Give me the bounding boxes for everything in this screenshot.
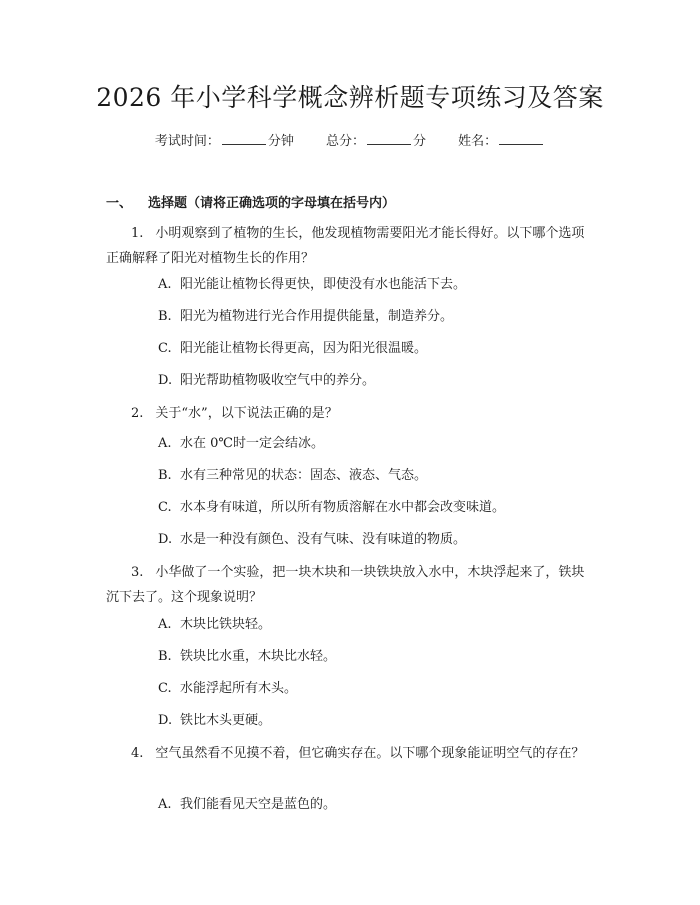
exam-time-field [155,134,294,149]
option-text: 水在 0℃时一定会结冰。 [180,436,324,451]
section-number: 一、 [106,196,133,211]
section-heading [106,192,395,211]
option-letter: B. [158,649,172,664]
option-letter: D. [158,532,173,547]
option-text: 阳光能让植物长得更高，因为阳光很温暖。 [180,341,428,356]
student-name-blank [499,132,543,145]
option-3c [158,680,598,698]
question-3 [106,560,596,610]
option-letter: C. [158,681,172,696]
option-text: 水本身有味道，所以所有物质溶解在水中都会改变味道。 [180,500,506,515]
question-text: 小华做了一个实验，把一块木块和一块铁块放入水中，木块浮起来了，铁块沉下去了。这个现象说明？ [106,565,585,605]
exam-info-line [0,130,700,149]
option-letter: B. [158,468,172,483]
option-4a [158,796,598,814]
page-title: 2026 年小学科学概念辨析题专项练习及答案 [96,83,604,112]
option-text: 水是一种没有颜色、没有气味、没有味道的物质。 [180,532,467,547]
option-letter: C. [158,341,172,356]
total-score-blank [367,132,411,145]
question-number: 3. [131,565,144,580]
option-text: 铁比木头更硬。 [180,713,272,728]
option-text: 阳光帮助植物吸收空气中的养分。 [180,373,376,388]
option-2a [158,435,598,453]
total-score-label: 总分： [325,134,365,149]
question-text: 小明观察到了植物的生长，他发现植物需要阳光才能长得好。以下哪个选项正确解释了阳光对植物生长的作用？ [106,226,585,266]
option-letter: D. [158,373,173,388]
section-title: 选择题（请将正确选项的字母填在括号内） [148,196,396,211]
option-letter: A. [158,617,172,632]
student-name-label: 姓名： [458,134,498,149]
question-number: 4. [131,746,144,761]
option-text: 我们能看见天空是蓝色的。 [180,797,337,812]
exam-time-unit: 分钟 [267,134,294,149]
option-letter: A. [158,277,172,292]
option-text: 水能浮起所有木头。 [180,681,298,696]
option-1b [158,308,598,326]
exam-time-blank [222,132,266,145]
question-text: 空气虽然看不见摸不着，但它确实存在。以下哪个现象能证明空气的存在？ [155,746,585,761]
question-1 [106,221,596,271]
option-3b [158,648,598,666]
option-2c [158,499,598,517]
option-3a [158,616,598,634]
option-3d [158,712,598,730]
option-text: 木块比铁块轻。 [180,617,272,632]
question-text: 关于“水”，以下说法正确的是？ [155,406,338,421]
option-2b [158,467,598,485]
option-text: 铁块比水重，木块比水轻。 [180,649,337,664]
option-1a [158,276,598,294]
total-score-unit: 分 [413,134,427,149]
option-letter: C. [158,500,172,515]
option-text: 水有三种常见的状态：固态、液态、气态。 [180,468,428,483]
option-text: 阳光能让植物长得更快，即使没有水也能活下去。 [180,277,467,292]
option-1d [158,372,598,390]
option-letter: A. [158,797,172,812]
option-text: 阳光为植物进行光合作用提供能量，制造养分。 [180,309,454,324]
option-letter: D. [158,713,173,728]
question-number: 2. [131,406,144,421]
question-2 [106,401,596,426]
option-2d [158,531,598,549]
option-1c [158,340,598,358]
option-letter: B. [158,309,172,324]
student-name-field [458,134,545,149]
question-4 [106,741,596,766]
question-number: 1. [131,226,144,241]
exam-time-label: 考试时间： [154,134,220,149]
total-score-field [326,134,426,149]
option-letter: A. [158,436,172,451]
